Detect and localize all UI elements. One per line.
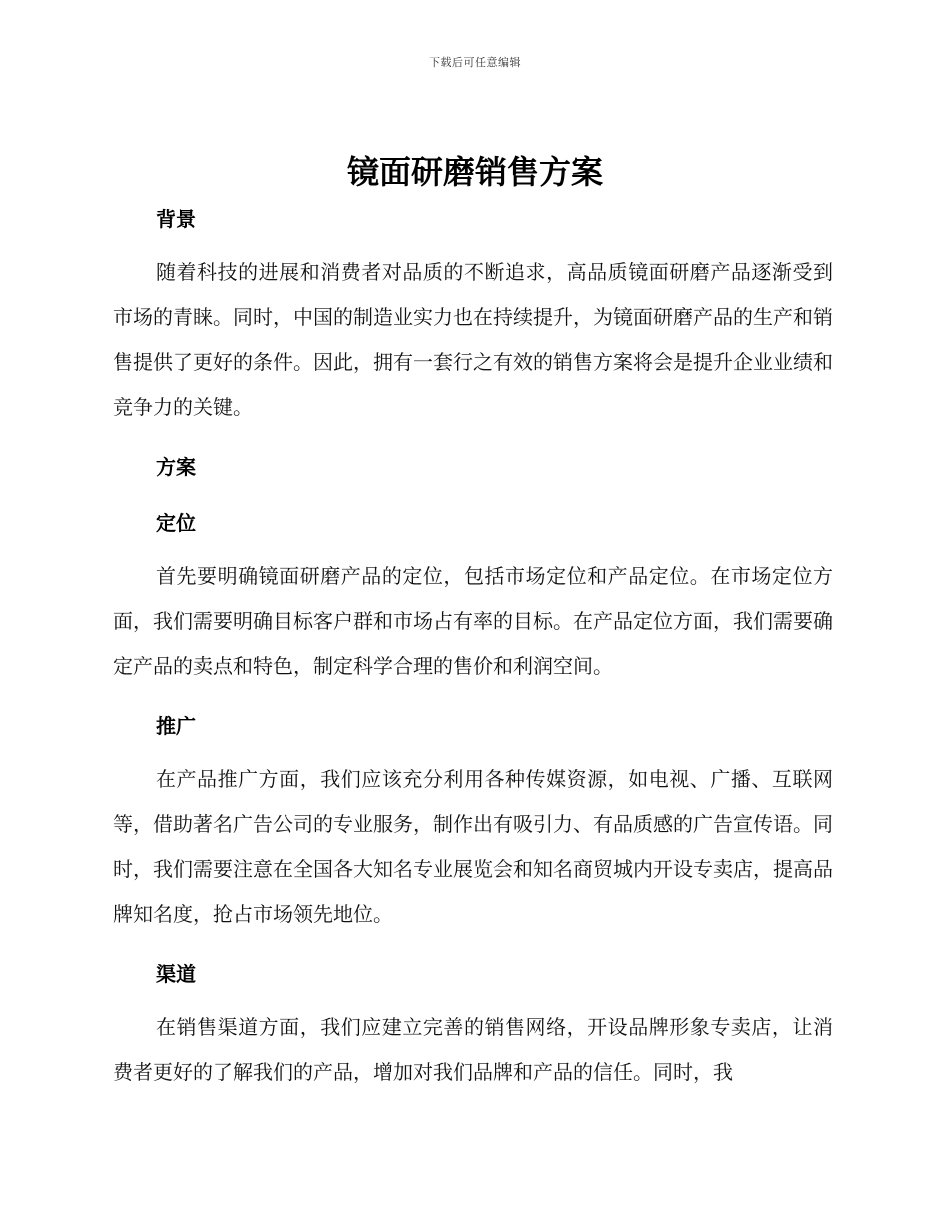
section-paragraph-background: 随着科技的进展和消费者对品质的不断追求，高品质镜面研磨产品逐渐受到市场的青睐。同时，中国的制造业实力也在持续提升，为镜面研磨产品的生产和销售提供了更好的条件。因此，拥有一套行之有效的销售方案将会是提升企业业绩和竞争力的关键。 [113, 260, 833, 419]
section-paragraph-channels: 在销售渠道方面，我们应建立完善的销售网络，开设品牌形象专卖店，让消费者更好的了解我们的产品，增加对我们品牌和产品的信任。同时，我 [113, 1015, 833, 1084]
section-paragraph-promotion: 在产品推广方面，我们应该充分利用各种传媒资源，如电视、广播、互联网等，借助著名广告公司的专业服务，制作出有吸引力、有品质感的广告宣传语。同时，我们需要注意在全国各大知名专业展览会和知名商贸城内开设专卖店，提高品牌知名度，抢占市场领先地位。 [113, 767, 833, 926]
section-heading-channels: 渠道 [156, 962, 196, 986]
section-heading-promotion: 推广 [156, 714, 196, 738]
section-heading-positioning: 定位 [156, 511, 196, 535]
section-heading-plan: 方案 [156, 455, 196, 479]
page-header-note: 下载后可任意编辑 [429, 56, 521, 69]
section-paragraph-positioning: 首先要明确镜面研磨产品的定位，包括市场定位和产品定位。在市场定位方面，我们需要明确目标客户群和市场占有率的目标。在产品定位方面，我们需要确定产品的卖点和特色，制定科学合理的售价和利润空间。 [113, 564, 833, 678]
document-title: 镜面研磨销售方案 [346, 153, 603, 191]
document-body [113, 202, 833, 1095]
section-heading-background: 背景 [156, 207, 196, 231]
